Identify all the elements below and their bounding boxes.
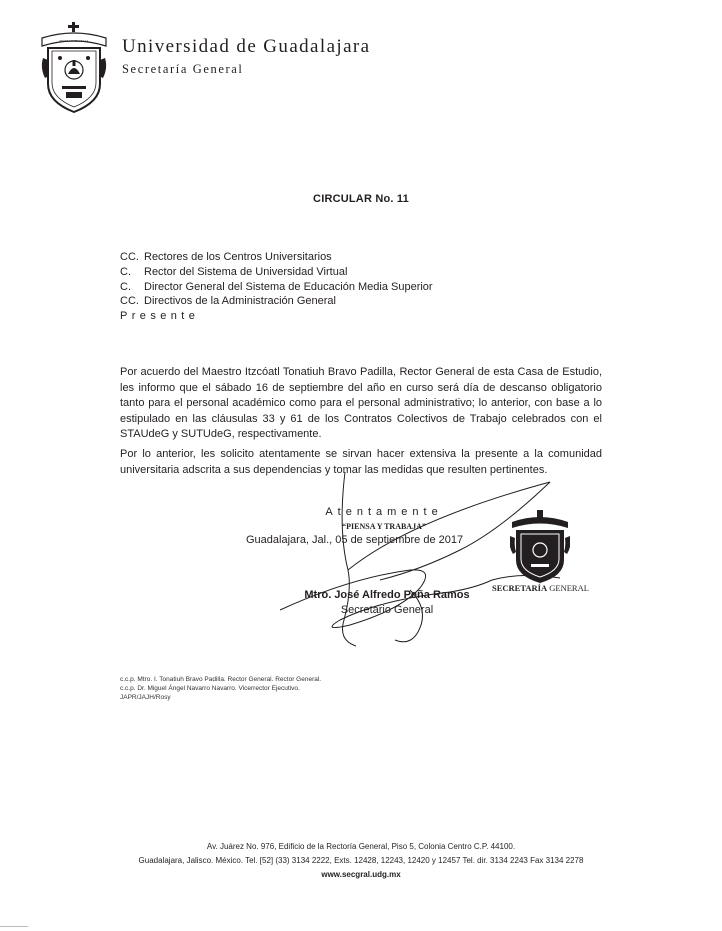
presente-label: Presente bbox=[120, 310, 200, 323]
recipient-line bbox=[120, 294, 433, 309]
recipient-prefix: C. bbox=[120, 265, 131, 278]
cc-line: c.c.p. Mtro. I. Tonatiuh Bravo Padilla. Rector General. Rector General. bbox=[120, 676, 322, 683]
signer-name: Mtro. José Alfredo Peña Ramos bbox=[304, 589, 470, 601]
body-paragraph-2: Por lo anterior, les solicito atentamente se sirvan hacer extensiva la presente a la comunidad universitaria adscrita a sus dependencias y tomar las medidas que resulten pertinentes. bbox=[120, 448, 602, 476]
closing-atentamente: Atentamente bbox=[325, 506, 443, 518]
body-paragraph-1: Por acuerdo del Maestro Itzcóatl Tonatiuh Bravo Padilla, Rector General de esta Casa de Estudio, les informo que el sábado 16 de septiembre del año en curso será día de descanso obligatorio tanto para el personal académico como para el personal administrativo; lo anterior, con base a lo estipulado en las cláusulas 33 y 61 de los Contratos Colectivos de Trabajo celebrados con el STAUdeG y SUTUdeG, respectivamente. bbox=[120, 366, 602, 441]
recipient-text: Directivos de la Administración General bbox=[144, 295, 336, 308]
svg-text:PIENSA Y TRABAJA: PIENSA Y TRABAJA bbox=[59, 39, 89, 43]
footer-line-1: Av. Juárez No. 976, Edificio de la Rectoría General, Piso 5, Colonia Centro C.P. 44100. bbox=[206, 842, 516, 851]
stamp-label-bold: SECRETARÍA bbox=[492, 583, 548, 593]
footer-website: www.secgral.udg.mx bbox=[321, 870, 401, 879]
recipient-prefix: C. bbox=[120, 280, 131, 293]
secretaria-stamp-seal bbox=[510, 510, 570, 584]
cc-block bbox=[120, 675, 321, 702]
recipient-text: Rectores de los Centros Universitarios bbox=[144, 251, 332, 263]
recipient-prefix: CC. bbox=[120, 295, 139, 308]
stamp-label bbox=[492, 583, 589, 593]
page-edge-divider bbox=[0, 926, 28, 927]
stamp-label-regular: GENERAL bbox=[549, 583, 589, 593]
place-and-date: Guadalajara, Jal., 05 de septiembre de 2017 bbox=[246, 534, 464, 546]
recipient-text: Director General del Sistema de Educación Media Superior bbox=[144, 280, 433, 293]
recipient-line bbox=[120, 280, 433, 295]
recipient-text: Rector del Sistema de Universidad Virtual bbox=[144, 265, 348, 278]
cc-line: c.c.p. Dr. Miguel Ángel Navarro Navarro. Vicerrector Ejecutivo. bbox=[120, 685, 300, 692]
closing-motto: “PIENSA Y TRABAJA” bbox=[342, 522, 426, 531]
cc-line: JAPR/JAJH/Rosy bbox=[120, 694, 171, 701]
recipient-line bbox=[120, 265, 433, 280]
department-name: Secretaría General bbox=[122, 62, 244, 76]
recipient-line bbox=[120, 250, 433, 265]
footer-address bbox=[0, 840, 722, 882]
recipients-block bbox=[120, 250, 433, 324]
circular-title: CIRCULAR No. 11 bbox=[313, 193, 409, 205]
university-crest-logo bbox=[40, 22, 108, 114]
university-name: Universidad de Guadalajara bbox=[122, 36, 371, 57]
footer-line-2: Guadalajara, Jalisco. México. Tel. [52] (33) 3134 2222, Exts. 12428, 12243, 12420 y 12457 Tel. dir. 3134 2243 Fax 3134 2278 bbox=[138, 856, 584, 865]
signer-title: Secretario General bbox=[340, 604, 434, 616]
recipient-prefix: CC. bbox=[120, 251, 139, 263]
